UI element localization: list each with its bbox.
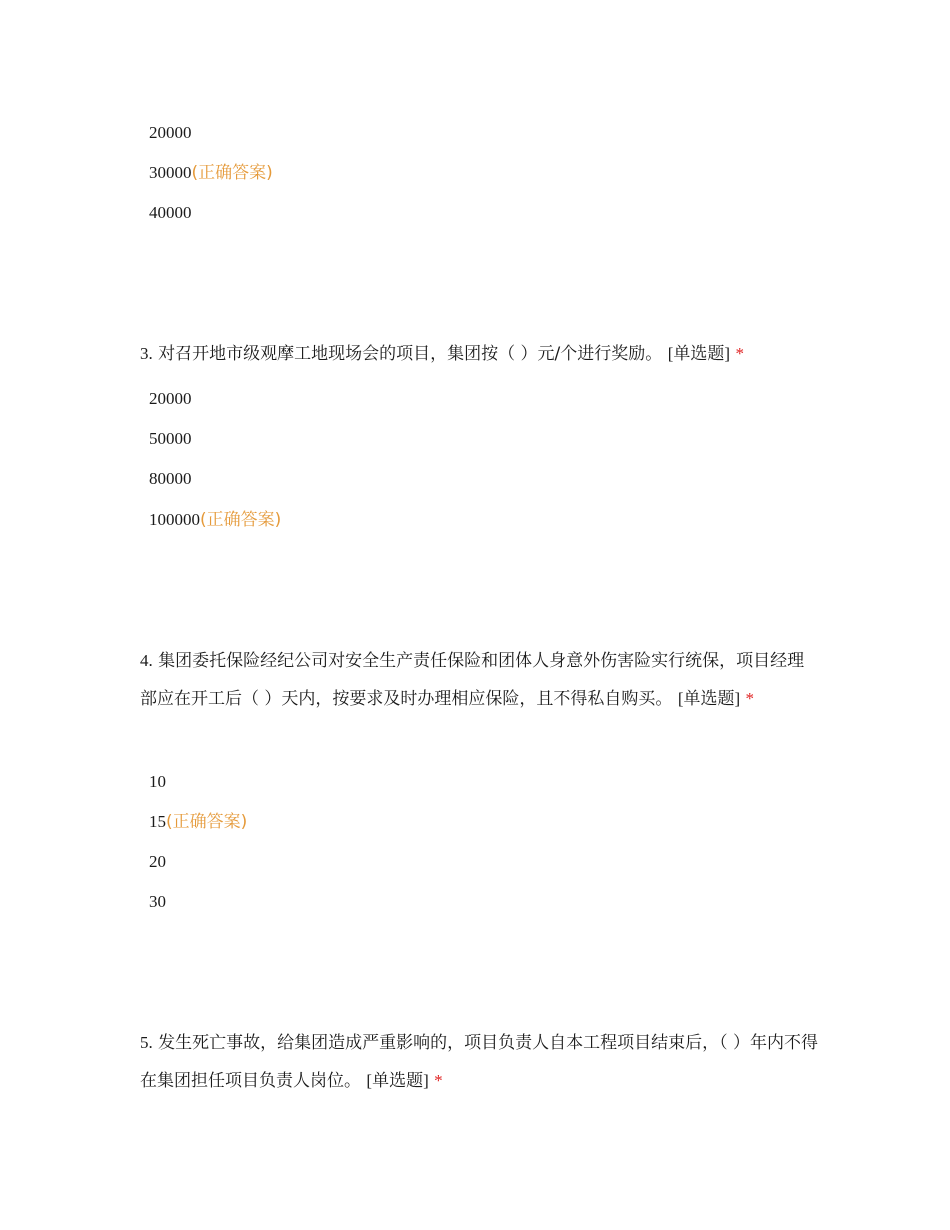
option-text: 80000 — [149, 469, 192, 488]
question-3 — [140, 335, 820, 373]
option-text: 20000 — [149, 123, 192, 142]
option-text: 20 — [149, 852, 166, 871]
question-number: 3. — [140, 344, 153, 363]
question-type: [单选题] — [366, 1071, 429, 1090]
correct-answer-label: (正确答案) — [191, 163, 273, 183]
q4-option-d — [149, 891, 166, 913]
required-mark: * — [434, 1071, 443, 1090]
q2-option-c — [149, 202, 192, 224]
q4-option-c — [149, 851, 166, 873]
question-text: 对召开地市级观摩工地现场会的项目，集团按（ ）元/个进行奖励。 — [158, 344, 663, 364]
option-text: 10 — [149, 772, 166, 791]
q3-option-a — [149, 388, 192, 410]
required-mark: * — [735, 344, 744, 363]
correct-answer-label: (正确答案) — [200, 510, 282, 530]
question-number: 5. — [140, 1033, 153, 1052]
q4-option-a — [149, 771, 166, 793]
q3-option-c — [149, 468, 192, 490]
q4-option-b — [149, 811, 247, 833]
question-text: 集团委托保险经纪公司对安全生产责任保险和团体人身意外伤害险实行统保，项目经理部应在开工后（ ）天内，按要求及时办理相应保险，且不得私自购买。 — [140, 651, 805, 709]
option-text: 30000 — [149, 163, 192, 182]
option-text: 20000 — [149, 389, 192, 408]
option-text: 100000 — [149, 510, 200, 529]
question-text: 发生死亡事故，给集团造成严重影响的，项目负责人自本工程项目结束后，（ ）年内不得在集团担任项目负责人岗位。 — [140, 1033, 819, 1091]
question-4 — [140, 642, 820, 718]
question-5 — [140, 1024, 820, 1100]
option-text: 40000 — [149, 203, 192, 222]
correct-answer-label: (正确答案) — [166, 812, 248, 832]
option-text: 50000 — [149, 429, 192, 448]
question-number: 4. — [140, 651, 153, 670]
q2-option-a — [149, 122, 192, 144]
option-text: 30 — [149, 892, 166, 911]
q3-option-d — [149, 509, 281, 531]
question-type: [单选题] — [677, 689, 741, 708]
required-mark: * — [745, 689, 755, 708]
question-type: [单选题] — [667, 344, 731, 363]
q3-option-b — [149, 428, 192, 450]
option-text: 15 — [149, 812, 166, 831]
q2-option-b — [149, 162, 273, 184]
